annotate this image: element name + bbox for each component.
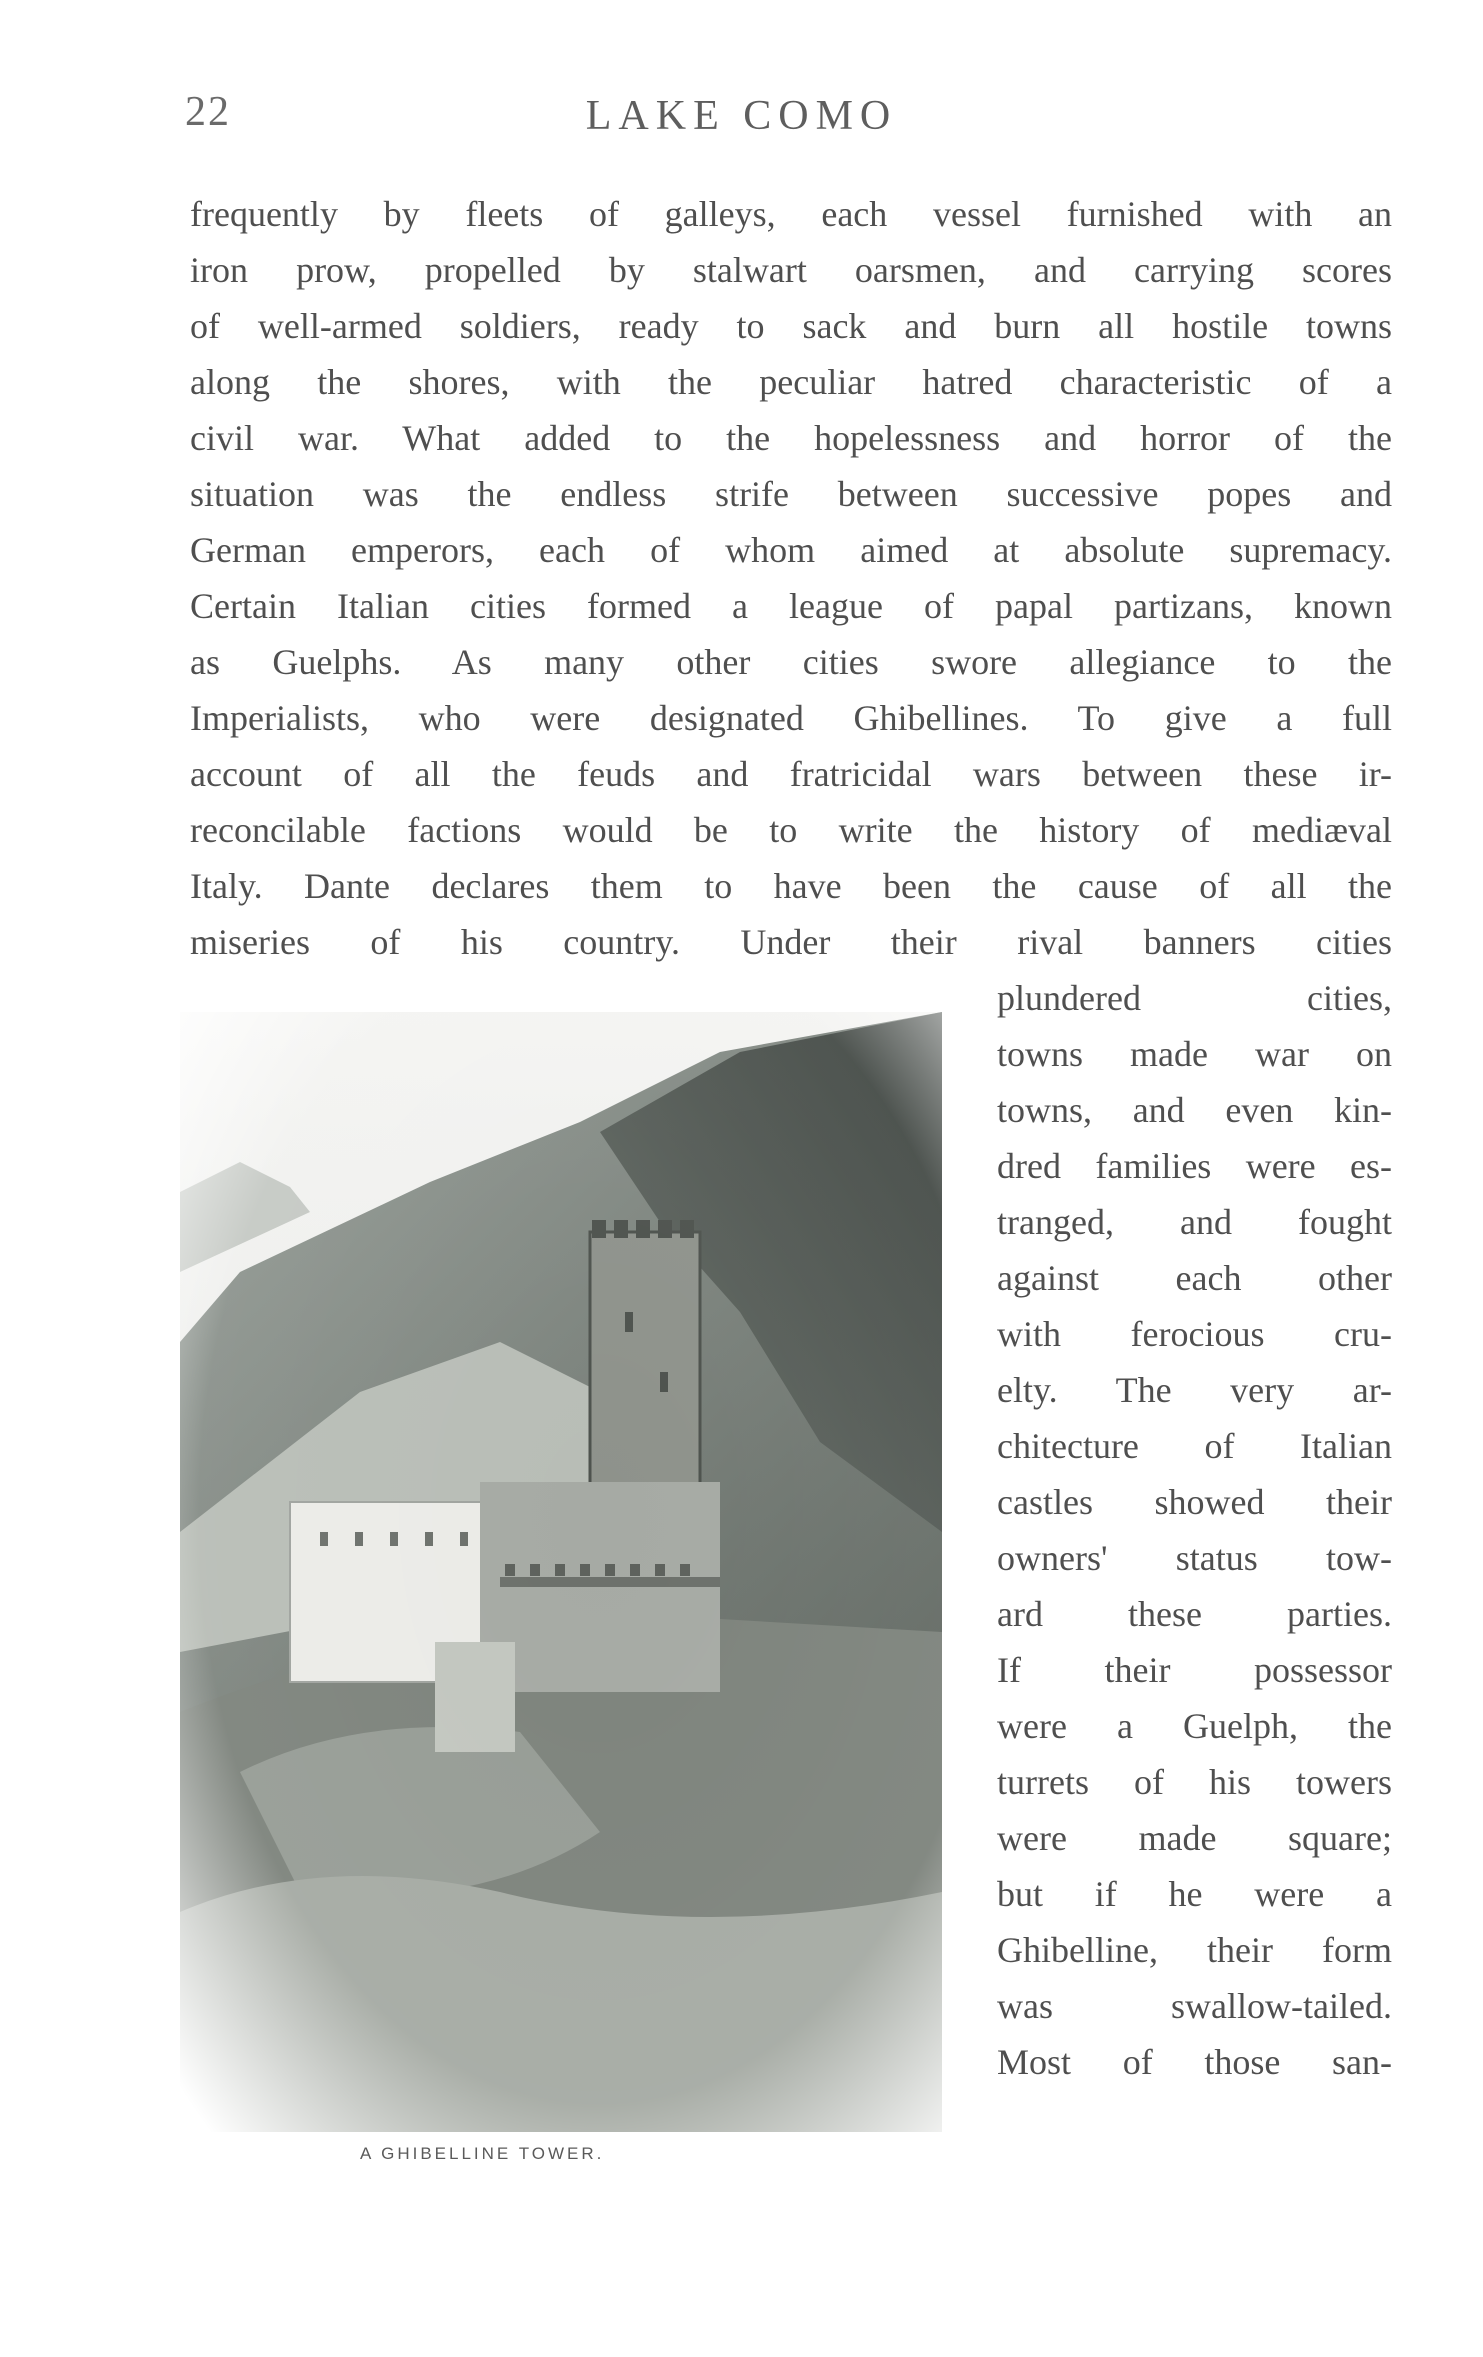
column-line: tranged, and fought — [997, 1202, 1392, 1242]
column-line: ard these parties. — [997, 1594, 1392, 1634]
text-line: iron prow, propelled by stalwart oarsmen, and carrying scores — [190, 250, 1392, 290]
column-line: were a Guelph, the — [997, 1706, 1392, 1746]
page-number: 22 — [185, 89, 231, 135]
text-line: account of all the feuds and fratricidal wars between these ir- — [190, 754, 1392, 794]
text-line: of well-armed soldiers, ready to sack and burn all hostile towns — [190, 306, 1392, 346]
text-line: reconcilable factions would be to write the history of mediæval — [190, 810, 1392, 850]
text-line: Certain Italian cities formed a league of papal partizans, known — [190, 586, 1392, 626]
text-line: Imperialists, who were designated Ghibellines. To give a full — [190, 698, 1392, 738]
text-line: situation was the endless strife between successive popes and — [190, 474, 1392, 514]
running-head: LAKE COMO — [585, 93, 898, 139]
column-line: were made square; — [997, 1818, 1392, 1858]
column-line: towns, and even kin- — [997, 1090, 1392, 1130]
column-line: owners' status tow- — [997, 1538, 1392, 1578]
column-line: but if he were a — [997, 1874, 1392, 1914]
column-line: Most of those san- — [997, 2042, 1392, 2082]
column-line: was swallow-tailed. — [997, 1986, 1392, 2026]
castle-illustration — [180, 1012, 942, 2132]
text-line: frequently by fleets of galleys, each vessel furnished with an — [190, 194, 1392, 234]
column-line: against each other — [997, 1258, 1392, 1298]
text-line: as Guelphs. As many other cities swore allegiance to the — [190, 642, 1392, 682]
figure-caption: A GHIBELLINE TOWER. — [360, 2144, 605, 2163]
column-line: turrets of his towers — [997, 1762, 1392, 1802]
column-line: towns made war on — [997, 1034, 1392, 1074]
column-line: Ghibelline, their form — [997, 1930, 1392, 1970]
column-line: dred families were es- — [997, 1146, 1392, 1186]
text-line: civil war. What added to the hopelessness and horror of the — [190, 418, 1392, 458]
text-line: German emperors, each of whom aimed at absolute supremacy. — [190, 530, 1392, 570]
column-line: castles showed their — [997, 1482, 1392, 1522]
column-line: chitecture of Italian — [997, 1426, 1392, 1466]
column-line: plundered cities, — [997, 978, 1392, 1018]
text-line: Italy. Dante declares them to have been the cause of all the — [190, 866, 1392, 906]
column-line: with ferocious cru- — [997, 1314, 1392, 1354]
text-line: along the shores, with the peculiar hatred characteristic of a — [190, 362, 1392, 402]
column-line: If their possessor — [997, 1650, 1392, 1690]
column-line: elty. The very ar- — [997, 1370, 1392, 1410]
text-line: miseries of his country. Under their rival banners cities — [190, 922, 1392, 962]
